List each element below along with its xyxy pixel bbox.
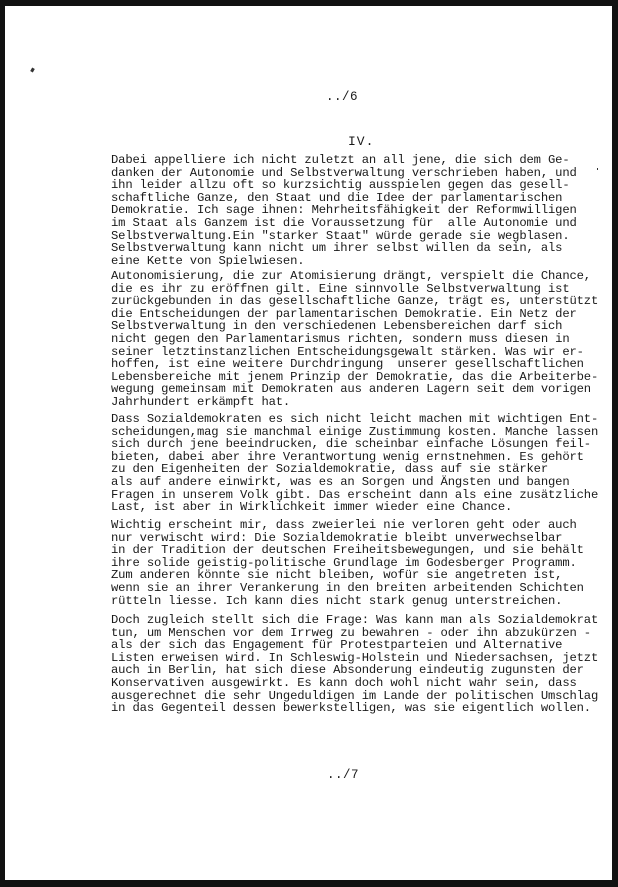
text-line: Autonomisierung, die zur Atomisierung drängt, verspielt die Chance, [111,269,591,283]
text-line: eine Kette von Spielwiesen. [111,253,305,268]
text-line: Last, ist aber in Wirklichkeit immer wieder eine Chance. [111,500,513,515]
text-line: Jahrhundert erkämpft hat. [111,394,291,409]
text-line: hoffen, ist eine weitere Durchdringung unserer gesellschaftlichen [111,357,584,372]
text-line: als der sich das Engagement für Protestparteien und Alternative [111,638,563,653]
text-line: Dabei appelliere ich nicht zuletzt an all jene, die sich dem Ge- [111,153,570,167]
text-line: Selbstverwaltung.Ein "starker Staat" würde gerade sie wegblasen. [111,228,570,243]
text-line: sich durch jene beeindrucken, die scheinbar einfache Lösungen feil- [111,437,591,452]
text-line: Lebensbereiche mit jenem Prinzip der Demokratie, das die Arbeiterbe- [111,369,599,384]
text-line: ihre solide geistig-politische Grundlage im Godesberger Programm. [111,555,577,570]
text-line: die es ihr zu eröffnen gilt. Eine sinnvolle Selbstverwaltung ist [111,281,570,296]
page-reference-top: ../6 [326,90,359,104]
text-line: Fragen in unserem Volk gibt. Das erscheint dann als eine zusätzliche [111,487,599,502]
text-line: ausgerechnet die sehr Ungeduldigen im Lande der politischen Umschlag [111,688,599,703]
text-line: Listen erweisen wird. In Schleswig-Holstein und Niedersachsen, jetzt [111,650,599,665]
text-line: Doch zugleich stellt sich die Frage: Was kann man als Sozialdemokrat [111,613,599,627]
text-line: im Staat als Ganzem ist die Voraussetzung für alle Autonomie und [111,215,577,230]
text-line: Dass Sozialdemokraten es sich nicht leicht machen mit wichtigen Ent- [111,412,599,426]
paragraph [111,269,599,409]
scan-speck [597,168,598,170]
text-line: ihn leider allzu oft so kurzsichtig ausspielen gegen das gesell- [111,178,570,193]
text-line: danken der Autonomie und Selbstverwaltung verschrieben haben, und [111,165,577,180]
text-line: zurückgebunden in das gesellschaftliche Ganze, trägt es, unterstützt [111,294,599,309]
text-line: Wichtig erscheint mir, dass zweierlei nie verloren geht oder auch [111,518,577,532]
text-line: wenn sie an ihrer Verankerung in den breiten arbeitenden Schichten [111,580,584,595]
text-line: bieten, dabei aber ihre Verantwortung wenig ernstnehmen. Es gehört [111,449,584,464]
text-line: rütteln liesse. Ich kann dies nicht stark genug unterstreichen. [111,593,563,608]
page-reference-bottom: ../7 [327,768,360,782]
section-numeral: IV. [348,134,375,149]
text-line: Zum anderen könnte sie nicht bleiben, wofür sie angetreten ist, [111,568,563,583]
text-line: zu den Eigenheiten der Sozialdemokratie, dass auf sie stärker [111,462,548,477]
paragraph [111,518,584,608]
text-line: in der Tradition der deutschen Freiheitsbewegungen, und sie behält [111,543,584,558]
text-line: die Entscheidungen der parlamentarischen Demokratie. Ein Netz der [111,306,577,321]
text-line: auch in Berlin, hat sich diese Absonderung eindeutig zugunsten der [111,663,584,678]
text-line: nur verwischt wird: Die Sozialdemokratie bleibt unverwechselbar [111,530,563,545]
text-line: Selbstverwaltung in den verschiedenen Lebensbereichen darf sich [111,319,563,334]
text-line: schaftliche Ganze, den Staat und die Idee der parlamentarischen [111,190,563,205]
text-line: Demokratie. Ich sage ihnen: Mehrheitsfähigkeit der Reformwilligen [111,203,577,218]
paragraph [111,412,599,515]
text-line: scheidungen,mag sie manchmal einige Zustimmung kosten. Manche lassen [111,424,599,439]
text-line: Selbstverwaltung kann nicht um ihrer selbst willen da sein, als [111,241,563,256]
text-line: nicht gegen den Parlamentarismus richten, sondern muss diesen in [111,331,570,346]
paragraph [111,154,581,267]
text-line: tun, um Menschen vor dem Irrweg zu bewahren - oder ihn abzukürzen - [111,625,591,640]
paragraph [111,613,599,716]
text-line: Konservativen ausgewirkt. Es kann doch wohl nicht wahr sein, dass [111,675,577,690]
text-line: seiner letztinstanzlichen Entscheidungsgewalt stärken. Was wir er- [111,344,584,359]
text-line: wegung gemeinsam mit Demokraten aus anderen Lagern seit dem vorigen [111,382,591,397]
text-line: in das Gegenteil dessen bewerkstelligen, was sie eigentlich wollen. [111,701,591,716]
text-line: als auf andere einwirkt, was es an Sorgen und Ängsten und bangen [111,474,570,489]
